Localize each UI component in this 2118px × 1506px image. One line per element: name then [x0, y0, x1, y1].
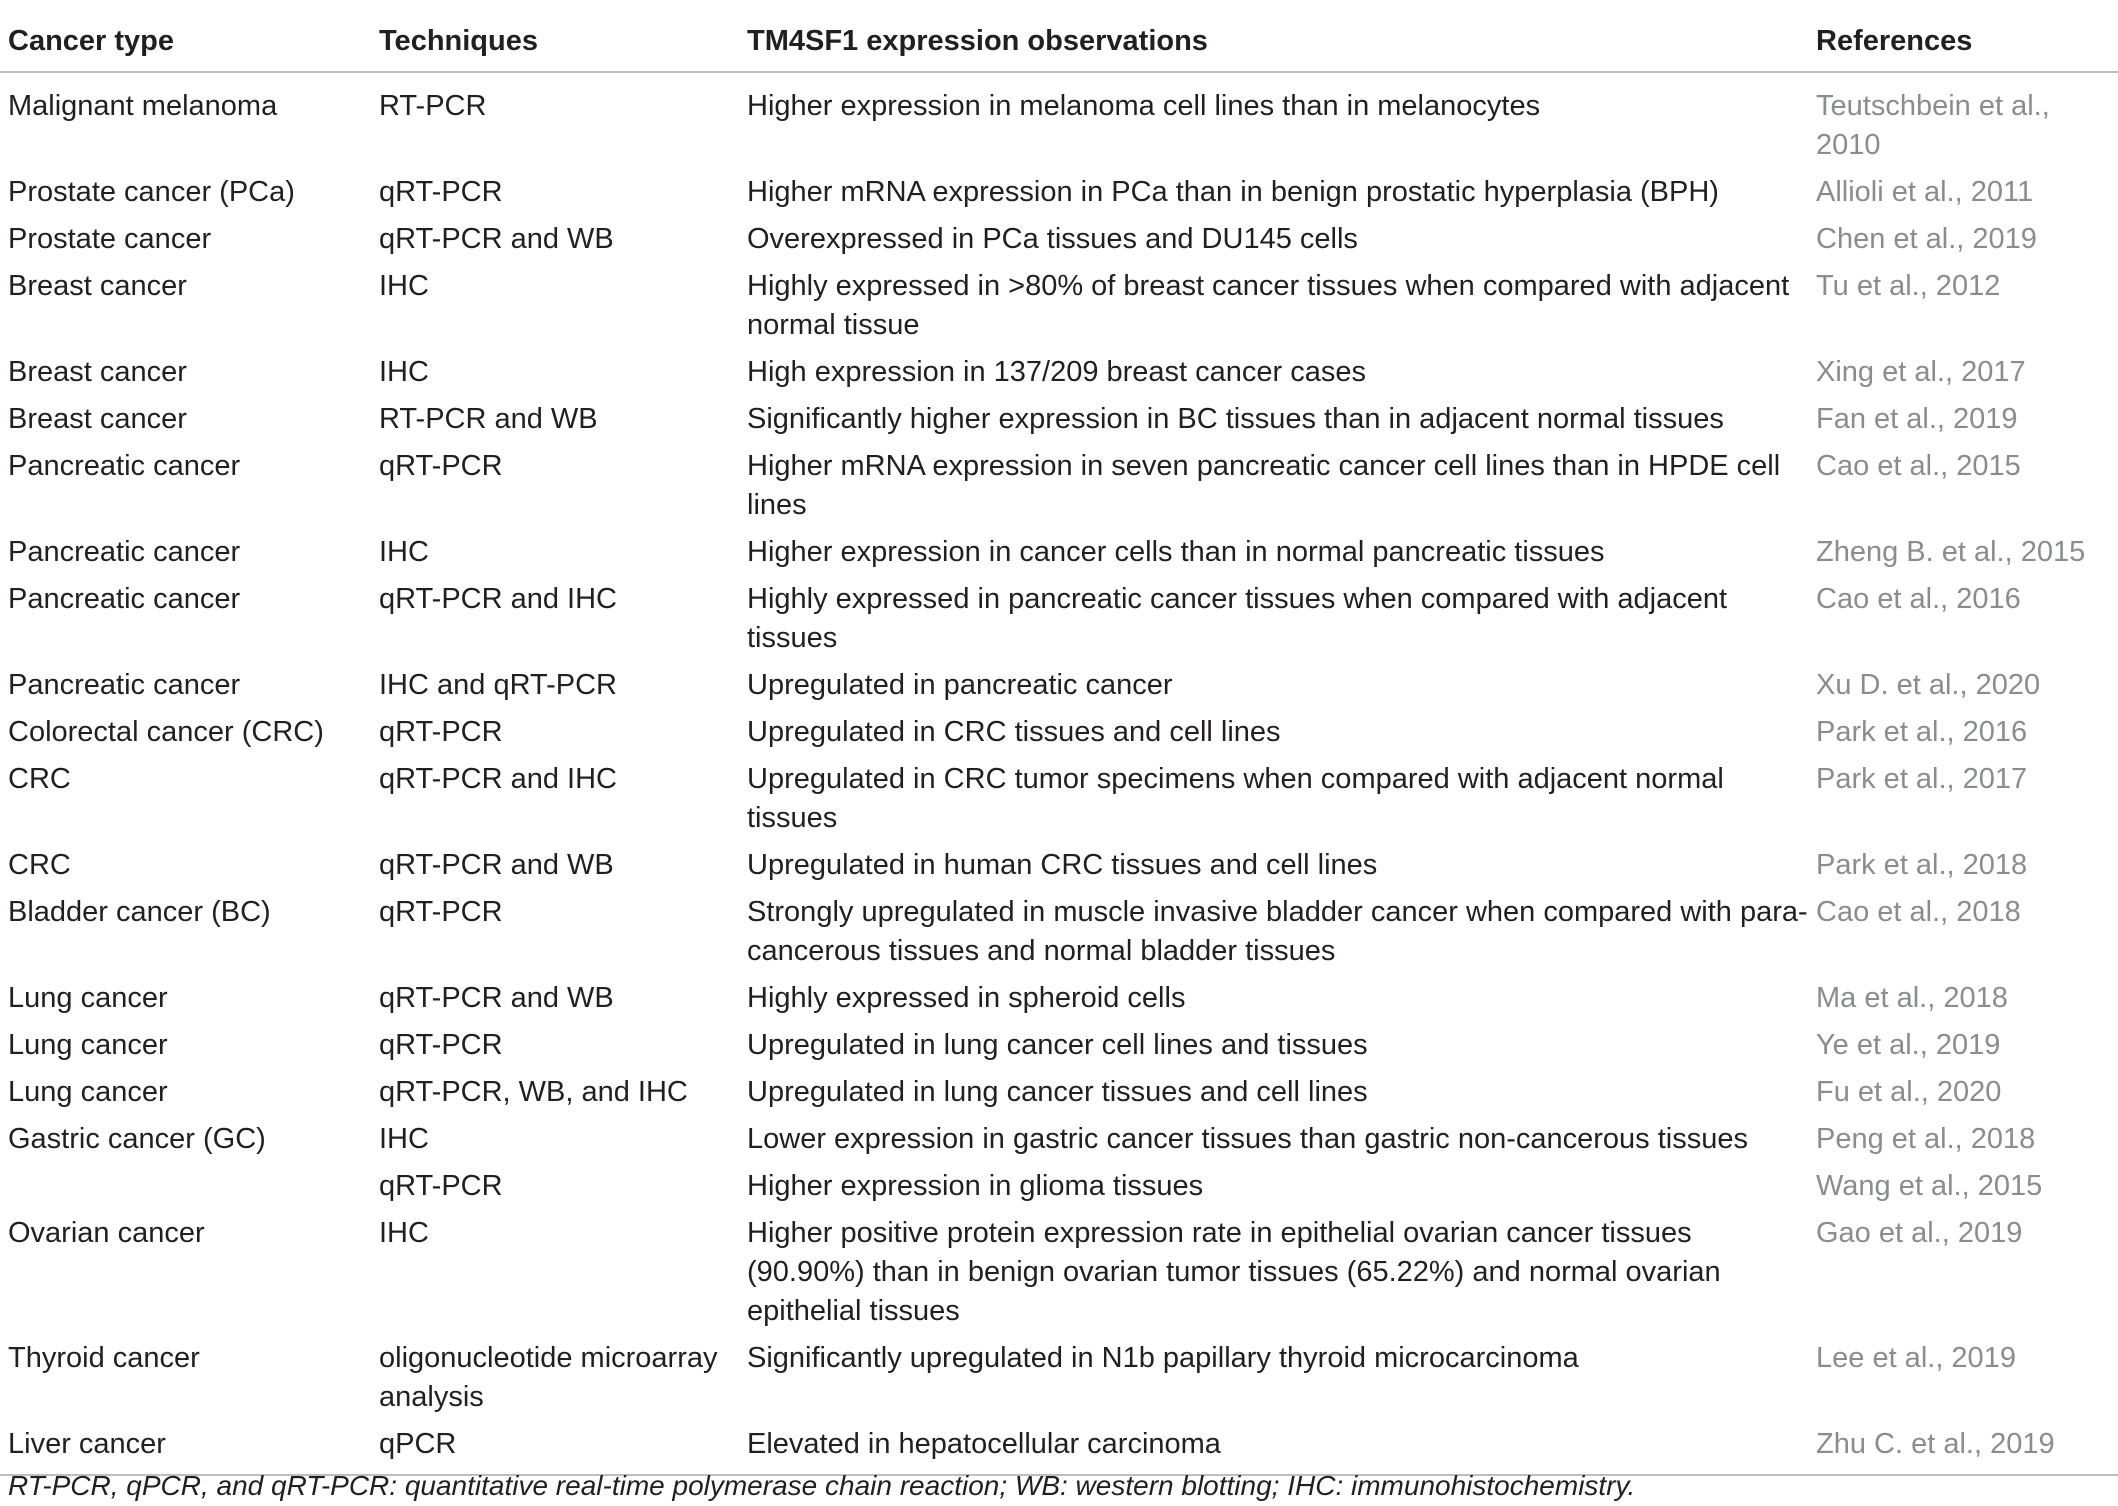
cell-technique: qRT-PCR and WB — [379, 982, 614, 1014]
cell-technique: IHC — [379, 536, 429, 568]
table-row — [0, 760, 2118, 846]
cell-observation: Lower expression in gastric cancer tissues than gastric non-cancerous tissues — [747, 1123, 1748, 1155]
cell-cancer-type — [0, 1167, 371, 1214]
cell-reference: Ye et al., 2019 — [1816, 1029, 2001, 1061]
cell-cancer-type: Pancreatic cancer — [8, 536, 241, 568]
cell-cancer-type: Pancreatic cancer — [8, 583, 241, 615]
cell-reference: Xing et al., 2017 — [1816, 356, 2026, 388]
header-references: References — [1808, 14, 2118, 72]
header-row — [0, 14, 2118, 72]
cell-observation: Highly expressed in >80% of breast cancer tissues when compared with adjacent normal tissue — [747, 270, 1790, 341]
cell-cancer-type: Colorectal cancer (CRC) — [8, 716, 324, 748]
cell-technique: qRT-PCR — [379, 176, 503, 208]
cell-observation: Elevated in hepatocellular carcinoma — [739, 1425, 1808, 1475]
table-footnote: RT-PCR, qPCR, and qRT-PCR: quantitative real-time polymerase chain reaction; WB: western blotting; IHC: immunohistochemistry. — [8, 1470, 1636, 1501]
cell-cancer-type: Breast cancer — [8, 270, 187, 302]
cell-observation: Upregulated in human CRC tissues and cell lines — [747, 849, 1378, 881]
cell-cancer-type: Malignant melanoma — [8, 90, 278, 122]
cell-reference: Cao et al., 2015 — [1816, 450, 2021, 482]
cell-technique: IHC and qRT-PCR — [379, 669, 617, 701]
table-row — [0, 1167, 2118, 1214]
cell-reference: Cao et al., 2018 — [1816, 896, 2021, 928]
cell-cancer-type: Lung cancer — [8, 982, 168, 1014]
header-techniques: Techniques — [371, 14, 739, 72]
cell-cancer-type: Liver cancer — [0, 1425, 371, 1475]
cell-reference: Ma et al., 2018 — [1816, 982, 2008, 1014]
cell-observation: Higher positive protein expression rate in epithelial ovarian cancer tissues (90.90%) than in benign ovarian tumor tissues (65.22%) and normal ovarian epithelial tissues — [747, 1217, 1721, 1327]
cell-technique: oligonucleotide microarray analysis — [379, 1342, 718, 1413]
table-row — [0, 1026, 2118, 1073]
header-cancer-type: Cancer type — [0, 14, 371, 72]
cell-technique: qRT-PCR, WB, and IHC — [379, 1076, 688, 1108]
cell-observation: Higher mRNA expression in seven pancreatic cancer cell lines than in HPDE cell lines — [747, 450, 1781, 521]
cell-observation: Highly expressed in pancreatic cancer tissues when compared with adjacent tissues — [747, 583, 1728, 654]
cell-cancer-type: Bladder cancer (BC) — [8, 896, 271, 928]
cell-reference: Tu et al., 2012 — [1816, 270, 2001, 302]
cell-observation: Significantly upregulated in N1b papillary thyroid microcarcinoma — [747, 1342, 1579, 1374]
cell-technique: qRT-PCR and IHC — [379, 763, 617, 795]
cell-cancer-type: Prostate cancer — [8, 223, 212, 255]
table-row — [0, 220, 2118, 267]
table-body — [0, 72, 2118, 1475]
table-row — [0, 1214, 2118, 1339]
cell-cancer-type: CRC — [8, 849, 71, 881]
table-row — [0, 979, 2118, 1026]
cell-technique: IHC — [379, 1217, 429, 1249]
cell-reference: Park et al., 2016 — [1816, 716, 2028, 748]
cell-reference: Teutschbein et al., 2010 — [1816, 90, 2050, 161]
cell-observation: High expression in 137/209 breast cancer cases — [747, 356, 1367, 388]
table-row — [0, 666, 2118, 713]
cell-reference: Fan et al., 2019 — [1816, 403, 2018, 435]
table-row — [0, 580, 2118, 666]
cell-observation: Higher expression in cancer cells than in normal pancreatic tissues — [747, 536, 1605, 568]
data-table — [0, 14, 2118, 1476]
cell-technique: qPCR — [371, 1425, 739, 1475]
cell-cancer-type: Lung cancer — [8, 1029, 168, 1061]
table-row — [0, 1073, 2118, 1120]
cell-technique: IHC — [379, 1123, 429, 1155]
cell-cancer-type: Prostate cancer (PCa) — [8, 176, 295, 208]
table-row — [0, 1339, 2118, 1425]
cell-observation: Highly expressed in spheroid cells — [747, 982, 1186, 1014]
cell-cancer-type: Ovarian cancer — [8, 1217, 205, 1249]
table-row — [0, 846, 2118, 893]
cell-reference: Chen et al., 2019 — [1816, 223, 2037, 255]
cell-observation: Upregulated in CRC tissues and cell lines — [747, 716, 1281, 748]
cell-reference: Fu et al., 2020 — [1816, 1076, 2002, 1108]
cell-observation: Upregulated in CRC tumor specimens when compared with adjacent normal tissues — [747, 763, 1724, 834]
cell-technique: IHC — [379, 356, 429, 388]
cell-observation: Upregulated in lung cancer tissues and cell lines — [747, 1076, 1368, 1108]
cell-observation: Higher expression in glioma tissues — [747, 1170, 1204, 1202]
table-row — [0, 353, 2118, 400]
cell-cancer-type: Breast cancer — [8, 403, 187, 435]
table-row — [0, 173, 2118, 220]
cell-reference: Zheng B. et al., 2015 — [1816, 536, 2086, 568]
table-row — [0, 713, 2118, 760]
table-row — [0, 267, 2118, 353]
table-header — [0, 14, 2118, 72]
cell-observation: Overexpressed in PCa tissues and DU145 cells — [747, 223, 1358, 255]
cell-observation: Upregulated in pancreatic cancer — [747, 669, 1173, 701]
cell-technique: qRT-PCR — [379, 896, 503, 928]
cell-reference: Lee et al., 2019 — [1816, 1342, 2016, 1374]
table-row — [0, 72, 2118, 173]
cell-reference: Wang et al., 2015 — [1816, 1170, 2043, 1202]
cell-technique: RT-PCR — [379, 90, 487, 122]
cell-technique: qRT-PCR — [379, 716, 503, 748]
cell-observation: Higher mRNA expression in PCa than in benign prostatic hyperplasia (BPH) — [747, 176, 1719, 208]
cell-cancer-type: Pancreatic cancer — [8, 450, 241, 482]
cell-cancer-type: Breast cancer — [8, 356, 187, 388]
cell-observation: Strongly upregulated in muscle invasive bladder cancer when compared with para-cancerous tissues and normal bladder tissues — [747, 896, 1808, 967]
cell-technique: qRT-PCR and IHC — [379, 583, 617, 615]
cell-technique: RT-PCR and WB — [379, 403, 598, 435]
cell-observation: Higher expression in melanoma cell lines than in melanocytes — [747, 90, 1541, 122]
cell-reference: Zhu C. et al., 2019 — [1808, 1425, 2118, 1475]
cell-technique: qRT-PCR — [379, 450, 503, 482]
table-row — [0, 1120, 2118, 1167]
cell-reference: Peng et al., 2018 — [1816, 1123, 2036, 1155]
cell-reference: Cao et al., 2016 — [1816, 583, 2021, 615]
cell-reference: Park et al., 2018 — [1816, 849, 2028, 881]
cell-reference: Park et al., 2017 — [1816, 763, 2028, 795]
table-row — [0, 400, 2118, 447]
cell-cancer-type: Gastric cancer (GC) — [8, 1123, 266, 1155]
cell-observation: Significantly higher expression in BC tissues than in adjacent normal tissues — [747, 403, 1724, 435]
table-row — [0, 893, 2118, 979]
cell-cancer-type: Pancreatic cancer — [8, 669, 241, 701]
cell-cancer-type: Thyroid cancer — [8, 1342, 200, 1374]
cell-technique: IHC — [379, 270, 429, 302]
cell-technique: qRT-PCR and WB — [379, 223, 614, 255]
cell-reference: Xu D. et al., 2020 — [1816, 669, 2041, 701]
cell-cancer-type: Lung cancer — [8, 1076, 168, 1108]
cell-reference: Allioli et al., 2011 — [1816, 176, 2034, 208]
table-row — [0, 447, 2118, 533]
cell-technique: qRT-PCR — [379, 1029, 503, 1061]
header-observations: TM4SF1 expression observations — [739, 14, 1808, 72]
cell-cancer-type: CRC — [8, 763, 71, 795]
cell-observation: Upregulated in lung cancer cell lines and tissues — [747, 1029, 1368, 1061]
table-row — [0, 533, 2118, 580]
cell-technique: qRT-PCR and WB — [379, 849, 614, 881]
cell-technique: qRT-PCR — [379, 1170, 503, 1202]
table-row — [0, 1425, 2118, 1475]
cell-reference: Gao et al., 2019 — [1816, 1217, 2023, 1249]
